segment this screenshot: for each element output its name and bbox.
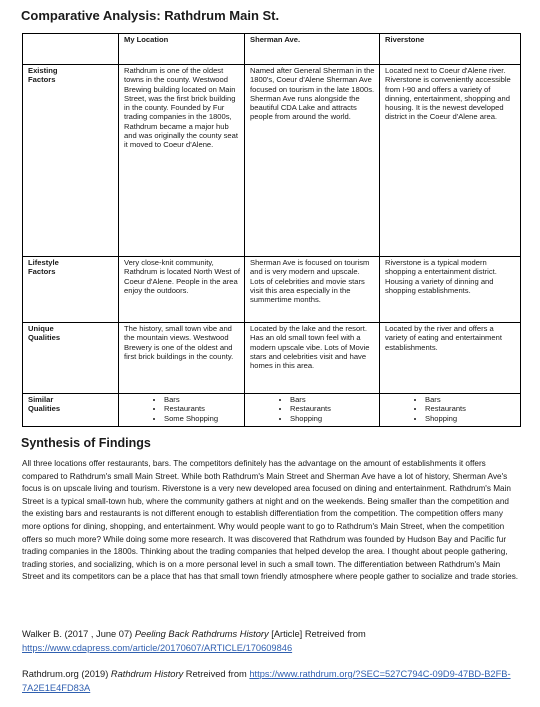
table-cell: Sherman Ave is focused on tourism and is very modern and upscale. Lots of celebrities and movie stars visit this area especially in the summertime months.	[245, 257, 380, 323]
citation-author: Walker B. (2017 , June 07)	[22, 629, 135, 639]
table-header-riverstone: Riverstone	[380, 34, 521, 65]
table-row-lifestyle-factors	[23, 257, 521, 323]
list-item: • Restaurants	[290, 404, 375, 413]
row-label	[23, 65, 119, 257]
citation-retrieved: Retreived from	[183, 669, 250, 679]
row-label-line: Qualities	[28, 404, 61, 414]
table-cell	[380, 394, 521, 427]
table-row-existing-factors	[23, 65, 521, 257]
row-label-line: Unique	[28, 324, 54, 333]
list-item: • Some Shopping	[164, 414, 240, 423]
list-item: • Bars	[425, 395, 516, 404]
synthesis-paragraph: All three locations offer restaurants, bars. The competitors definitely has the advantage on the amount of establishments it offers compared to Rathdrum's small Main Street. While both Rathdrum's Main Street and Sherman Ave have a lot of history, Sherman Ave's focus is on upscale living and tourism. Riverstone is a very new developed area focused on dining and entertainment. Rathdrum's Main Street is a typical small-town hub, where the community gathers at night and on the weekends. Being smaller than the competition and the existing bars and restaurants is not different enough to establish differentiation from the competition. The competition offers many more options for dining, shopping, and entertainment. Why would people want to go to Rathdrum's Main Street, when the competition offers so much more? While doing some more research. It was discovered that Rathdrum was founded by Hudson Bay and Pacific fur trading companies in the 1800s. Thinking about the trading companies that helped develop the area. I thought about people gathering, trading stories, and socializing, which is on a more personal level in such a small town. The differentiation between Rathdrum's Main Street and its competitors can be a place that has that small town friendly atmosphere where people gather to socialize and trade stories.	[22, 459, 519, 582]
list-item: • Bars	[164, 395, 240, 404]
row-label-line: Qualities	[28, 333, 61, 343]
row-label	[23, 257, 119, 323]
table-cell	[245, 394, 380, 427]
table-cell: Named after General Sherman in the 1800's, Coeur d'Alene Sherman Ave focused on tourism in the late 1800s. Sherman Ave runs alongside the beautiful CDA Lake and attracts people from around the world.	[245, 65, 380, 257]
row-label-line: Similar	[28, 395, 54, 404]
row-label	[23, 323, 119, 394]
table-cell: Rathdrum is one of the oldest towns in the county. Westwood Brewing building located on Main Street, was the first brick building in the county. Founded by Fur trading companies in the 1800s, Rathdrum became a major hub and was originally the county seat it moved to Coeur d'Alene.	[119, 65, 245, 257]
table-row-similar-qualities	[23, 394, 521, 427]
row-label-line: Existing	[28, 66, 58, 75]
table-header-sherman-ave: Sherman Ave.	[245, 34, 380, 65]
citation-retrieved: [Article] Retreived from	[268, 629, 366, 639]
citation	[22, 667, 522, 695]
comparison-table	[22, 33, 521, 427]
table-row-unique-qualities	[23, 323, 521, 394]
list-item: • Bars	[290, 395, 375, 404]
citation	[22, 627, 522, 655]
citation-title: Peeling Back Rathdrums History	[134, 629, 269, 639]
table-cell: Located by the lake and the resort. Has an old small town feel with a modern upscale vibe. Lots of Movie stars and celebrities visit and have homes in this area.	[245, 323, 380, 394]
table-cell: The history, small town vibe and the mountain views. Westwood Brewery is one of the oldest and first brick buildings in the county.	[119, 323, 245, 394]
list-item: • Restaurants	[425, 404, 516, 413]
synthesis-heading: Synthesis of Findings	[21, 436, 151, 450]
list-item: • Restaurants	[164, 404, 240, 413]
citation-link[interactable]: https://www.cdapress.com/article/20170607/ARTICLE/170609846	[22, 643, 293, 653]
citation-author: Rathdrum.org (2019)	[22, 669, 111, 679]
row-label	[23, 394, 119, 427]
row-label-line: Factors	[28, 267, 56, 277]
list-item: • Shopping	[290, 414, 375, 423]
bullet-list	[250, 395, 375, 423]
bullet-list	[385, 395, 516, 423]
page-title: Comparative Analysis: Rathdrum Main St.	[21, 8, 280, 23]
list-item: • Shopping	[425, 414, 516, 423]
table-cell: Located by the river and offers a variety of eating and entertainment establishments.	[380, 323, 521, 394]
table-cell: Very close-knit community, Rathdrum is located North West of Coeur d'Alene. People in the area enjoy the outdoors.	[119, 257, 245, 323]
table-header-row	[23, 34, 521, 65]
table-header-cell-empty	[23, 34, 119, 65]
row-label-line: Factors	[28, 75, 56, 85]
bullet-list	[124, 395, 240, 423]
table-cell: Located next to Coeur d'Alene river. Riverstone is conveniently accessible from I-90 and offers a variety of dinning, entertainment, shopping and housing. It is the newest developed district in the Coeur d'Alene area.	[380, 65, 521, 257]
table-cell	[119, 394, 245, 427]
citation-link[interactable]: https://www.rathdrum.org/?SEC=527C794C-09D9-47BD-B2FB-7A2E1E4FD83A	[22, 669, 511, 693]
table-cell: Riverstone is a typical modern shopping a entertainment district. Housing a variety of dinning and shopping establishments.	[380, 257, 521, 323]
table-header-my-location: My Location	[119, 34, 245, 65]
row-label-line: Lifestyle	[28, 258, 59, 267]
citation-title: Rathdrum History	[110, 669, 184, 679]
